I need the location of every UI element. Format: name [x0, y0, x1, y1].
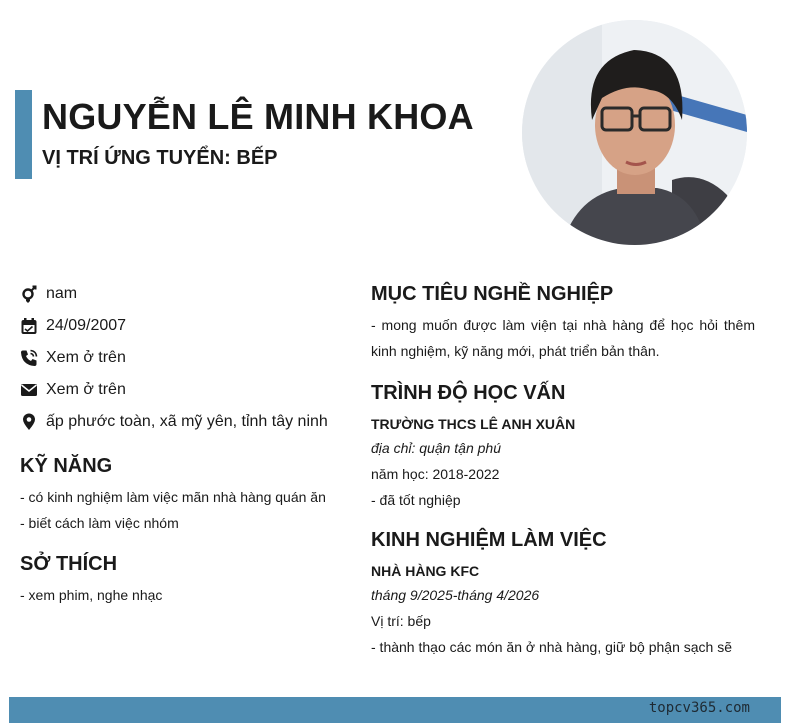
phone-icon [20, 349, 38, 367]
skills-title: KỸ NĂNG [20, 455, 113, 477]
profile-photo [522, 20, 747, 245]
work-period: tháng 9/2025-tháng 4/2026 [371, 587, 540, 603]
contact-address [20, 406, 350, 438]
education-note: - đã tốt nghiệp [371, 492, 461, 508]
location-pin-icon [20, 413, 38, 431]
education-title: TRÌNH ĐỘ HỌC VẤN [371, 382, 566, 404]
candidate-name: NGUYỄN LÊ MINH KHOA [42, 96, 474, 137]
company-name: NHÀ HÀNG KFC [371, 563, 480, 579]
contact-email [20, 374, 350, 406]
hobbies-section [20, 553, 350, 608]
objective-title: MỤC TIÊU NGHỀ NGHIỆP [371, 283, 614, 305]
school-years: năm học: 2018-2022 [371, 466, 500, 482]
work-detail: - thành thạo các món ăn ở nhà hàng, giữ bộ phận sạch sẽ [371, 639, 733, 655]
applied-position: VỊ TRÍ ỨNG TUYỂN: BẾP [42, 147, 278, 169]
avatar [522, 20, 747, 245]
envelope-icon [20, 381, 38, 399]
hobbies-title: SỞ THÍCH [20, 553, 118, 575]
hobby-item: - xem phim, nghe nhạc [20, 587, 163, 603]
contact-gender-text: nam [46, 285, 78, 302]
footer-watermark: topcv365.com [648, 700, 750, 716]
work-role: Vị trí: bếp [371, 613, 431, 629]
school-name: TRƯỜNG THCS LÊ ANH XUÂN [371, 416, 576, 432]
contact-birthday-text: 24/09/2007 [46, 317, 127, 334]
experience-title: KINH NGHIỆM LÀM VIỆC [371, 529, 607, 551]
contact-phone [20, 342, 350, 374]
contact-email-text: Xem ở trên [46, 381, 126, 398]
objective-text: - mong muốn được làm viện tại nhà hàng để học hỏi thêm kinh nghiệm, kỹ năng mới, phát triển bản thân. [371, 317, 755, 359]
contact-address-text: ấp phước toàn, xã mỹ yên, tỉnh tây ninh [46, 413, 328, 430]
contact-birthday [20, 310, 350, 342]
skills-section [20, 455, 350, 536]
contact-phone-text: Xem ở trên [46, 349, 126, 366]
header-accent-bar [15, 90, 32, 179]
education-section [371, 382, 755, 513]
experience-section [371, 529, 755, 660]
school-address: địa chỉ: quận tận phú [371, 440, 501, 456]
gender-icon [20, 285, 38, 303]
skill-item: - có kinh nghiệm làm việc mãn nhà hàng quán ăn [20, 489, 326, 505]
contact-list [20, 278, 350, 438]
contact-gender [20, 278, 350, 310]
calendar-icon [20, 317, 38, 335]
objective-section [371, 283, 755, 364]
footer-bar [9, 697, 781, 723]
skill-item: - biết cách làm việc nhóm [20, 515, 179, 531]
